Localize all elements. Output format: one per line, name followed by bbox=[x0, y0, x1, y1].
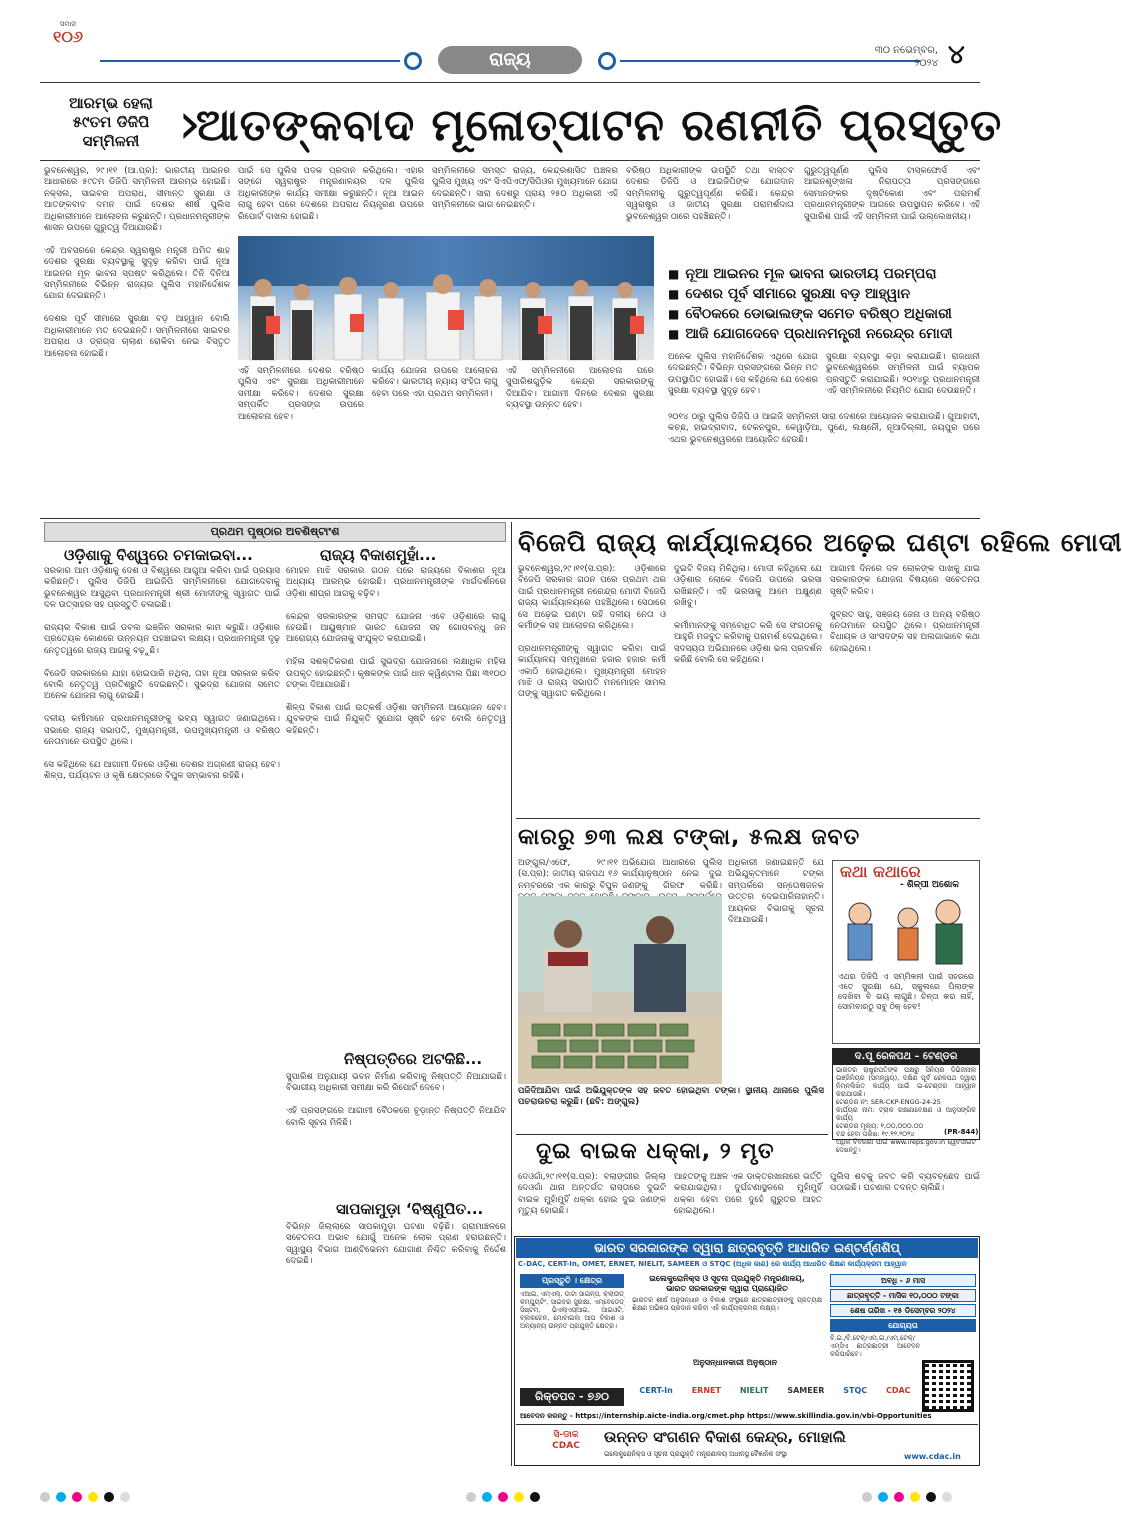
edition-top: ସମାଜ bbox=[59, 20, 77, 28]
lead-top-divider bbox=[40, 160, 980, 161]
rajya-title: ରାଜ୍ୟ ବିକାଶମୁହାଁ... bbox=[320, 546, 437, 564]
logo-ernet: ERNET bbox=[691, 1385, 721, 1395]
ad-right-row-2: ଛାତ୍ରବୃତ୍ତି - ମାସିକ ୧୦,୦୦୦ ଟଙ୍କା bbox=[830, 1289, 976, 1302]
cash-col-3: ଅଧିକାରୀ ଜଣାଇଛନ୍ତି ଯେ ଅଭିଯୁକ୍ତମାନେ ଟଙ୍କା ସମ୍ପର୍କରେ ସନ୍ତୋଷଜନକ ଉତ୍ତର ଦେଇପାରିନାହାନ୍ତି। ଆୟକର ବିଭାଗକୁ ସୂଚନା ଦିଆଯାଇଛି। bbox=[728, 858, 827, 926]
reg-dot-yellow bbox=[88, 1492, 98, 1502]
reg-dot-magenta-3 bbox=[894, 1492, 904, 1502]
continued-banner: ପ୍ରଥମ ପୃଷ୍ଠାର ଅବଶିଷ୍ଟାଂଶ bbox=[44, 522, 506, 542]
reg-dot-gray-2 bbox=[466, 1492, 476, 1502]
cash-col-1: ଅଙ୍ଗୁଲ/ଏଫେ, ୨୯।୧୧ (ସ.ପ୍ର): ଜାତୀୟ ରାଜପଥ ୧୬ ନମ୍ବରରେ ଏକ କାରରୁ ବିପୁଳ bbox=[518, 858, 618, 891]
lead-kicker: ଆରମ୍ଭ ହେଲା ୫୯ତମ ଡିଜିପି ସମ୍ମିଳନୀ bbox=[69, 94, 153, 150]
lead-lower-col-3: ଏହି ସମ୍ମିଳନୀରେ ଆଲୋଚନା ପରେ ସୁପାରିଶଗୁଡ଼ିକ କେନ୍ଦ୍ର ସରକାରଙ୍କୁ ଦିଆଯିବ। ଆଗାମୀ ଦିନରେ ଦେଶର ସୁରକ୍ଷା ବ୍ୟବସ୍ଥା ଉନ୍ନତ ହେବ। bbox=[506, 366, 657, 411]
ad-right-row-3: ଶେଷ ତାରିଖ - ୧୫ ଡିସେମ୍ବର ୨୦୨୪ bbox=[830, 1304, 976, 1317]
modi-col-2: ଦୁଇଟି ବିଜୟ ମିଳିଥିଲା। ମୋଦୀ କହିଥିଲେ ଯେ ଓଡ଼ିଶାର ଲୋକେ ବିଜେପି ଉପରେ ଭରସା ରଖିଛନ୍ତି। ଏହି ଭରସାକୁ ଆମେ ଅକ୍ଷୁଣ୍ଣ ରଖିବୁ। କର୍ମୀମାନଙ୍କୁ ସମ୍ବୋଧିତ କରି ସେ ସଂଗଠନକୁ ଆହୁରି ମଜବୁତ କରିବାକୁ ପରାମର୍ଶ ଦେଇଥିଲେ। ସଦସ୍ୟତା ଅଭିଯାନରେ ଓଡ଼ିଶା ଭଲ ପ୍ରଦର୍ଶନ କରିଛି ବୋଲି ସେ କହିଥିଲେ। bbox=[674, 564, 822, 666]
lead-col-5: ଗୁରୁତ୍ୱପୂର୍ଣ୍ଣ ପୁଲିସ ଟାସ୍କଫୋର୍ସ ଏବଂ ଆଇନଶୃଙ୍ଖଳା ନିରାପତ୍ତା ପ୍ରସଙ୍ଗରେ ସେମାନଙ୍କର ଦୃଷ୍ଟିକୋଣ ଏବଂ ପରାମର୍ଶ ପ୍ରଧାନମନ୍ତ୍ରୀଙ୍କ ଆଗରେ ଉପସ୍ଥାପନ କରିବେ। ଏହି ସୁପାରିଶ ପାଇଁ ଏହି ସମ୍ମିଳନୀ ପାଇଁ ଉଲ୍ଲେଖନୀୟ। bbox=[804, 166, 983, 222]
ad-left-body: ଏଆଇ, ଏମ୍‌ଏଲ୍, ଡାଟା ସାଇନ୍ସ, କ୍ଲାଉଡ୍ କମ୍ପ୍ୟୁଟିଂ, ସାଇବର ସୁରକ୍ଷା, ଏମ୍ବେଡେଡ୍ ସିଷ୍ଟମ, ଭିଏଲ୍‌ଏସ୍‌ଆଇ, ଆଇଓଟି, ବ୍ଲକଚେନ, ମୋବାଇଲ ଆପ ବିକାଶ ଓ ଅନ୍ୟାନ୍ୟ ଉନ୍ନତ ପ୍ରଯୁକ୍ତି କ୍ଷେତ୍ର। bbox=[520, 1290, 627, 1330]
lead-photo bbox=[238, 236, 654, 360]
ad-right-row-1: ଅବଧି - ୬ ମାସ bbox=[830, 1274, 976, 1287]
section-badge: ରାଜ୍ୟ bbox=[438, 46, 582, 74]
bike-col-3: ପୁଲିସ ଶବକୁ ଜବତ କରି ବ୍ୟବଚ୍ଛେଦ ପାଇଁ ପଠାଇଛି। ଘଟଣାର ତଦନ୍ତ ଚାଲିଛି। bbox=[830, 1172, 983, 1194]
masthead-line-left bbox=[100, 60, 400, 62]
logo-cdac: CDAC bbox=[885, 1385, 911, 1395]
ad-vacancy: ରିକ୍ତପଦ - ୭୬୦ bbox=[520, 1388, 624, 1406]
logo-cert-in: CERT-In bbox=[639, 1385, 673, 1395]
modi-col-1: ଭୁବନେଶ୍ୱର,୨୯।୧୧(ସ.ପ୍ର): ଓଡ଼ିଶାରେ ବିଜେପି ସରକାର ଗଠନ ପରେ ପ୍ରଥମ ଥର ପାଇଁ ପ୍ରଧାନମନ୍ତ୍ରୀ ନରେନ୍ଦ୍ର ମୋଦୀ ବିଜେପି ରାଜ୍ୟ କାର୍ଯ୍ୟାଳୟରେ ପହଞ୍ଚିଥିଲେ। ସେଠାରେ ସେ ଅଢ଼େଇ ଘଣ୍ଟା ରହି ଦଳୀୟ ନେତା ଓ କର୍ମୀଙ୍କ ସହ ଆଲୋଚନା କରିଥିଲେ। ପ୍ରଧାନମନ୍ତ୍ରୀଙ୍କୁ ସ୍ୱାଗତ କରିବା ପାଇଁ କାର୍ଯ୍ୟାଳୟ ସମ୍ମୁଖରେ ହଜାର ହଜାର କର୍ମୀ ଏକାଠି ହୋଇଥିଲେ। ମୁଖ୍ୟମନ୍ତ୍ରୀ ମୋହନ ମାଝି ଓ ରାଜ୍ୟ ସଭାପତି ମନମୋହନ ସାମଲ ତାଙ୍କୁ ସ୍ୱାଗତ କରିଥିଲେ। bbox=[518, 564, 666, 700]
ad-right-body: ବି.ଇ./ବି.ଟେକ୍/ଏମ୍.ଇ./ଏମ୍.ଟେକ୍/ଏମ୍‌ସିଏ ଛାତ୍ରଛାତ୍ରୀ ଆବେଦନ କରିପାରିବେ। bbox=[830, 1334, 923, 1358]
ad-logo-row bbox=[630, 1374, 920, 1406]
ad-org: ଉନ୍ନତ ସଂଗଣନ ବିକାଶ କେନ୍ଦ୍ର, ମୋହାଲି bbox=[604, 1428, 846, 1446]
lead-lower-col-1: ଏହି ସମ୍ମିଳନୀରେ ଦେଶର ବରିଷ୍ଠ ପୁଲିସ ଏବଂ ସୁରକ୍ଷା ଅଧିକାରୀମାନେ ସମୀକ୍ଷା କରିବେ। ଦେଶର ସୁରକ୍ଷା ସମ୍ପର୍କିତ ପ୍ରସଙ୍ଗ ଉପରେ ଆଲୋଚନା ହେବ। bbox=[238, 366, 367, 422]
lead-right-col-b: ସୁରକ୍ଷା ବ୍ୟବସ୍ଥା କଡ଼ା କରାଯାଇଛି। ରାଜଧାନୀ ଭୁବନେଶ୍ୱରରେ ସମ୍ମିଳନୀ ପାଇଁ ବ୍ୟାପକ ପ୍ରସ୍ତୁତି କରାଯାଇଛି। ୨୦୧୪ରୁ ପ୍ରଧାନମନ୍ତ୍ରୀ ଏହି ସମ୍ମିଳନୀରେ ନିୟମିତ ଯୋଗ ଦେଉଛନ୍ତି। bbox=[826, 352, 983, 397]
ad-left-head: ପ୍ରସ୍ତୁତି । କ୍ଷେତ୍ର bbox=[520, 1274, 624, 1288]
reg-dot-cyan bbox=[56, 1492, 66, 1502]
officials-figures bbox=[238, 266, 654, 360]
kicker-bracket: › bbox=[178, 89, 202, 157]
cartoon-illustration bbox=[836, 894, 976, 968]
sapa-col: ବିଭିନ୍ନ ଜିଲ୍ଲାରେ ସାପକାମୁଡ଼ା ଘଟଣା ବଢ଼ିଛି। ଗ୍ରାମାଞ୍ଚଳରେ ସଚେତନତା ଅଭାବ ଯୋଗୁଁ ଅନେକ ଲୋକ ପ୍ରାଣ ହରାଉଛନ୍ତି। ସ୍ୱାସ୍ଥ୍ୟ ବିଭାଗ ଆଣ୍ଟିଭେନମ ଯୋଗାଣ ନିଶ୍ଚିତ କରିବାକୁ ନିର୍ଦ୍ଦେଶ ଦେଇଛି। bbox=[286, 1222, 509, 1267]
rajya-col: ମୋହନ ମାଝି ସରକାର ଗଠନ ପରେ ରାଜ୍ୟରେ ବିକାଶର ନୂଆ ଅଧ୍ୟାୟ ଆରମ୍ଭ ହୋଇଛି। ପ୍ରଧାନମନ୍ତ୍ରୀଙ୍କ ମାର୍ଗଦର୍ଶନରେ ଓଡ଼ିଶା ଶୀଘ୍ର ଆଗକୁ ବଢ଼ିବ। କେନ୍ଦ୍ର ସରକାରଙ୍କ ସମସ୍ତ ଯୋଜନା ଏବେ ଓଡ଼ିଶାରେ ଲାଗୁ ହେଉଛି। ଆୟୁଷ୍ମାନ ଭାରତ ଯୋଜନା ସହ ଗୋପବନ୍ଧୁ ଜନ ଆରୋଗ୍ୟ ଯୋଜନାକୁ ସଂଯୁକ୍ତ କରାଯାଇଛି। ମହିଳା ସଶକ୍ତିକରଣ ପାଇଁ ସୁଭଦ୍ରା ଯୋଜନାରେ ଲକ୍ଷାଧିକ ମହିଳା ଉପକୃତ ହୋଇଛନ୍ତି। କୃଷକଙ୍କ ପାଇଁ ଧାନ କ୍ୱିଣ୍ଟାଲ ପିଛା ୩୧୦୦ ଟଙ୍କା ଦିଆଯାଉଛି। ଶିଳ୍ପ ବିକାଶ ପାଇଁ ଉତ୍କର୍ଷ ଓଡ଼ିଶା ସମ୍ମିଳନୀ ଆୟୋଜନ ହେବ। ଯୁବକଙ୍କ ପାଇଁ ନିଯୁକ୍ତି ସୁଯୋଗ ସୃଷ୍ଟି ହେବ ବୋଲି ନେତୃତ୍ୱ କହିଛନ୍ତି। bbox=[286, 566, 506, 736]
tender-title: ଦ.ପୂ ରେଳପଥ – ଟେଣ୍ଡର bbox=[833, 1049, 979, 1065]
footer-reg-left bbox=[40, 1490, 160, 1504]
reg-dot-magenta-2 bbox=[498, 1492, 508, 1502]
cash-headline: କାରରୁ ୭୩ ଲକ୍ଷ ଟଙ୍କା, ୫ଲକ୍ଷ ଜବତ bbox=[518, 825, 861, 850]
reg-dot-black bbox=[104, 1492, 114, 1502]
tender-body: ଭାରତର ରାଷ୍ଟ୍ରପତିଙ୍କ ପକ୍ଷରୁ ସିନିୟର ଡିଭିଜନାଲ ଇଞ୍ଜିନିୟର (ସମନ୍ୱୟ), ଦକ୍ଷିଣ ପୂର୍ବ ରେଳପଥ ଦ୍ୱାରା ନିମ୍ନଲିଖିତ କାର୍ଯ୍ୟ ପାଇଁ ଇ-ଟେଣ୍ଡର ଆହ୍ୱାନ କରାଯାଉଛି। ଟେଣ୍ଡର ନଂ: SER-CKP-ENGG-24-25 କାର୍ଯ୍ୟର ନାମ: ଟ୍ରାକ ରକ୍ଷଣାବେକ୍ଷଣ ଓ ଆନୁସଙ୍ଗିକ କାର୍ଯ୍ୟ ଟେଣ୍ଡର ମୂଲ୍ୟ: ୧,୦୦,୦୦୦.୦୦ ବନ୍ଦ ହେବା ତାରିଖ: ୧୯.୧୨.୨୦୨୪ ଅଧିକ ବିବରଣୀ ପାଇଁ www.ireps.gov.in ୱେବସାଇଟ ଦେଖନ୍ତୁ। bbox=[836, 1066, 976, 1154]
ad-sub: C-DAC, CERT-In, OMET, ERNET, NIELIT, SAMEER ଓ STQC (ଅଧିକ ଜାଣ) ରେ କାର୍ଯ୍ୟ ଆଧାରିତ ଶିକ୍ଷଣ କାର୍ଯ୍ୟକ୍ରମ ଆହ୍ୱାନ bbox=[518, 1260, 907, 1268]
accused-persons bbox=[518, 896, 722, 1084]
ad-brand: ସି-ଡାକ CDAC bbox=[552, 1430, 580, 1451]
reg-dot-yellow-2 bbox=[514, 1492, 524, 1502]
lead-bottom-divider bbox=[40, 518, 980, 519]
reg-dot-black-2 bbox=[530, 1492, 540, 1502]
odisha-title: ଓଡ଼ିଶାକୁ ବିଶ୍ୱରେ ଚମକାଇବା... bbox=[64, 546, 253, 564]
bike-col-2: ଆହତଙ୍କୁ ଅଞ୍ଚଳ ଏକ ଡାକ୍ତରଖାନାରେ ଭର୍ତ୍ତି କରାଯାଇଥିଲା। ଦୁର୍ଘଟଣାସ୍ଥଳରେ ମୁହାଁମୁହିଁ ଧକ୍କା ହେବା ପରେ ଦୁହେଁ ଗୁରୁତର ଆହତ ହୋଇଥିଲେ। bbox=[674, 1172, 825, 1217]
bike-top-divider bbox=[516, 1134, 828, 1135]
lead-bullet-3: ■ ବୈଠକରେ ଡୋଭାଲଙ୍କ ସମେତ ବରିଷ୍ଠ ଅଧିକାରୀ bbox=[668, 306, 952, 322]
cash-col-2: ଅଭିଯୋଗ ଆଧାରରେ ପୁଲିସ କାର୍ଯ୍ୟାନୁଷ୍ଠାନ ନେଇ ଦୁଇ ଜଣଙ୍କୁ ଗିରଫ କରିଛି। bbox=[622, 858, 722, 891]
cartoon-title: କଥା କଥାରେ bbox=[840, 862, 921, 881]
reg-dot-yellow-3 bbox=[910, 1492, 920, 1502]
page-number: ୪ bbox=[948, 40, 965, 70]
ad-banner: ଭାରତ ସରକାରଙ୍କ ଦ୍ୱାରା ଛାତ୍ରବୃତ୍ତି ଆଧାରିତ ଇଣ୍ଟର୍ଣ୍ଣଶିପ୍ bbox=[516, 1238, 978, 1258]
bike-headline: ଦୁଇ ବାଇକ ଧକ୍କା, ୨ ମୃତ bbox=[536, 1139, 775, 1164]
masthead-divider bbox=[40, 82, 980, 83]
reg-dot-light-3 bbox=[942, 1492, 952, 1502]
reg-dot-gray bbox=[40, 1492, 50, 1502]
odisha-col: ସରକାର ଆମ ଓଡ଼ିଶାକୁ ଦେଶ ଓ ବିଶ୍ୱରେ ଆଗୁଆ କରିବା ପାଇଁ ପ୍ରୟାସ କରିଛନ୍ତି। ପୁଲିସ ଡିଜିପି ଆଇଜିପି ସମ୍ମିଳନୀରେ ଯୋଗଦେବାକୁ ଭୁବନେଶ୍ୱର ଆସୁଥିବା ପ୍ରଧାନମନ୍ତ୍ରୀ ଶ୍ରୀ ମୋଦୀଙ୍କୁ ସ୍ୱାଗତ ପାଇଁ ଦଳ ଉତ୍ସାହର ସହ ପ୍ରସ୍ତୁତି ଚଳାଇଛି। ରାଜ୍ୟର ବିକାଶ ପାଇଁ ଡବଲ ଇଞ୍ଜିନ ସରକାର କାମ କରୁଛି। ଓଡ଼ିଶାର ପ୍ରତ୍ୟେକ କୋଣରେ ଉନ୍ନୟନ ପହଞ୍ଚାଇବା ଲକ୍ଷ୍ୟ। ପ୍ରଧାନମନ୍ତ୍ରୀ ଦୃଢ଼ ନେତୃତ୍ୱରେ ରାଜ୍ୟ ଆଗକୁ ବଢ଼ୁଛି। ବିଜେଡି ସରକାରରେ ଯାହା ହୋଇପାରି ନଥିଲା, ତାହା ନୂଆ ସରକାର କରିବ ବୋଲି ନେତୃତ୍ୱ ପ୍ରତିଶ୍ରୁତି ଦେଇଛନ୍ତି। ସୁଭଦ୍ରା ଯୋଜନା ସମେତ ଅନେକ ଯୋଜନା ଲାଗୁ ହୋଇଛି। ଦଳୀୟ କର୍ମୀମାନେ ପ୍ରଧାନମନ୍ତ୍ରୀଙ୍କୁ ଭବ୍ୟ ସ୍ୱାଗତ ଜଣାଇଥିଲେ। ସଭାରେ ରାଜ୍ୟ ସଭାପତି, ମୁଖ୍ୟମନ୍ତ୍ରୀ, ଉପମୁଖ୍ୟମନ୍ତ୍ରୀ ଓ ବରିଷ୍ଠ ନେତାମାନେ ଉପସ୍ଥିତ ଥିଲେ। ସେ କହିଥିଲେ ଯେ ଆଗାମୀ ଦିନରେ ଓଡ଼ିଶା ଦେଶର ଅଗ୍ରଣୀ ରାଜ୍ୟ ହେବ। ଶିଳ୍ପ, ପର୍ଯ୍ୟଟନ ଓ କୃଷି କ୍ଷେତ୍ରରେ ବିପୁଳ ସମ୍ଭାବନା ରହିଛି। bbox=[44, 566, 280, 782]
reg-dot-magenta bbox=[72, 1492, 82, 1502]
lead-bullet-4: ■ ଆଜି ଯୋଗଦେବେ ପ୍ରଧାନମନ୍ତ୍ରୀ ନରେନ୍ଦ୍ର ମୋଦୀ bbox=[668, 326, 953, 342]
lead-lower-col-4: ୨୦୧୪ ଠାରୁ ପୁଲିସ ଡିଜିପି ଓ ଆଇଜି ସମ୍ମିଳନୀ ସାରା ଦେଶରେ ଆୟୋଜନ କରାଯାଉଛି। ଗୁଆହାଟୀ, କଚ୍ଛ, ହାଇଦ୍ରାବାଦ, ଟେକନପୁର, କେୱାଡ଼ିଆ, ପୁଣେ, ଲକ୍ଷ୍ନୌ, ନୂଆଦିଲ୍ଲୀ, ଜୟପୁର ପରେ ଏଥର ଭୁବନେଶ୍ୱରରେ ଆୟୋଜିତ ହେଉଛି। bbox=[668, 412, 983, 445]
lead-bullet-1: ■ ନୂଆ ଆଇନର ମୂଳ ଭାବନା ଭାରତୀୟ ପରମ୍ପରା bbox=[668, 266, 937, 282]
reg-dot-gray-3 bbox=[862, 1492, 872, 1502]
cartoon-speech: ଏଥର ଡିଜିପି ଏ ସମ୍ମିଳନୀ ପାଇଁ ସହରରେ ଏତେ ସୁରକ୍ଷା ଯେ, ସ୍କୁଲରେ ପିଲାଙ୍କ ଦେଖିବା ବି ଭୟ ଲାଗୁଛି। ଚିନ୍ତା କର ନାହିଁ, ସୋମବାରଠୁ ସବୁ ଠିକ୍ ହେବ! bbox=[838, 972, 977, 1011]
modi-bottom-divider bbox=[516, 818, 980, 819]
reg-mark-right bbox=[598, 52, 616, 70]
ad-apply-link[interactable]: ଆବେଦନ କରନ୍ତୁ - https://internship.aicte-india.org/cmet.php https://www.skillindia.gov.in/vbi-Opportunities bbox=[520, 1412, 932, 1420]
ad-web[interactable]: www.cdac.in bbox=[904, 1452, 961, 1461]
cash-caption: ପଜିଦିଆଯିବା ପାଇଁ ଅଭିଯୁକ୍ତଙ୍କ ସହ ଜବତ ହୋଇଥିବା ଟଙ୍କା। ସ୍ଥାନୀୟ ଥାନାରେ ପୁଲିସ ପଚରାଉଚରା କରୁଛି। (ଛବି: ଅଙ୍ଗୁଲ) bbox=[518, 1086, 827, 1108]
ad-mid-body: ଭାରତର ଶୀର୍ଷ ଅନୁସନ୍ଧାନ ଓ ବିକାଶ ସଂସ୍ଥାରେ ଛାତ୍ରଛାତ୍ରୀଙ୍କୁ ପ୍ରତ୍ୟକ୍ଷ ଶିକ୍ଷଣ ଅଭିଜ୍ଞତା ପ୍ରଦାନ କରିବା ଏହି କାର୍ଯ୍ୟକ୍ରମର ଲକ୍ଷ୍ୟ। bbox=[632, 1296, 825, 1312]
lead-col-2: ପାଇଁ ସେ ପୁଲିସ ପଦକ ପ୍ରଦାନ କରିଥିଲେ। ଏହାର ସଙ୍ଗେ ସ୍ୱରାଷ୍ଟ୍ର ମନ୍ତ୍ରଣାଳୟର ଦଳ ପୁଲିସ ଅଧିକାରୀଙ୍କ କାର୍ଯ୍ୟ ସମୀକ୍ଷା କରୁଛନ୍ତି। ନୂଆ ଆଇନ ଲାଗୁ ହେବା ପରେ ଦେଶରେ ଅପରାଧ ନିୟନ୍ତ୍ରଣ ଉପରେ ରିପୋର୍ଟ ଦାଖଲ ହୋଇଛି। bbox=[238, 166, 427, 222]
lead-col-3: ସମ୍ମିଳନୀରେ ସମସ୍ତ ରାଜ୍ୟ, କେନ୍ଦ୍ରଶାସିତ ଅଞ୍ଚଳର ପୁଲିସ ମୁଖ୍ୟ ଏବଂ ସିଏପିଏଫ୍/ସିପିଓର ମୁଖ୍ୟମାନେ ଯୋଗ ଦେଇଛନ୍ତି। ସାରା ଦେଶରୁ ପ୍ରାୟ ୨୫୦ ଅଧିକାରୀ ଏହି ସମ୍ମିଳନୀରେ ଭାଗ ନେଇଛନ୍ତି। bbox=[432, 166, 621, 211]
edition-logo bbox=[44, 20, 92, 50]
reg-dot-cyan-3 bbox=[878, 1492, 888, 1502]
issue-date: ୩୦ ନଭେମ୍ବର, ୨୦୨୪ bbox=[874, 45, 938, 69]
cash-photo bbox=[518, 896, 722, 1084]
lead-col-4: ବରିଷ୍ଠ ଅଧିକାରୀଙ୍କ ଉପସ୍ଥିତି ତଥା ବାସ୍ତବ ଦେଶର ଡିଜିପି ଓ ଆଇଜିପିଙ୍କ ଯୋଗଦାନ ସମ୍ମିଳନୀକୁ ଗୁରୁତ୍ୱପୂର୍ଣ୍ଣ କରିଛି। କେନ୍ଦ୍ର ସ୍ୱରାଷ୍ଟ୍ର ଓ ଜାତୀୟ ସୁରକ୍ଷା ପରାମର୍ଶଦାତା ଭୁବନେଶ୍ୱର ଠାରେ ପହଞ୍ଚିଛନ୍ତି। bbox=[626, 166, 797, 222]
logo-stqc: STQC bbox=[843, 1385, 868, 1395]
footer-reg-right bbox=[862, 1490, 982, 1504]
cartoon-credit: - ଶିଳ୍ପୀ ଅଶୋକ bbox=[900, 880, 959, 890]
ad-footer-divider bbox=[516, 1424, 978, 1425]
reg-dot-light bbox=[120, 1492, 130, 1502]
ad-anusandhan: ଅନୁସନ୍ଧାନକାରୀ ଅନୁଷ୍ଠାନ bbox=[692, 1358, 778, 1367]
left-column-divider bbox=[511, 522, 512, 1466]
tender-code: (PR-844) bbox=[944, 1128, 979, 1136]
edition-number: ୧୦୬ bbox=[53, 27, 83, 46]
qr-overlay bbox=[925, 1363, 971, 1409]
ad-mid-head: ଇଲେକ୍ଟ୍ରୋନିକ୍ସ ଓ ସୂଚନା ପ୍ରଯୁକ୍ତି ମନ୍ତ୍ରଣାଳୟ, ଭାରତ ସରକାରଙ୍କ ଦ୍ୱାରା ପ୍ରାୟୋଜିତ bbox=[649, 1274, 805, 1293]
lead-headline: ଆତଙ୍କବାଦ ମୂଳୋତ୍ପାଟନ ରଣନୀତି ପ୍ରସ୍ତୁତ bbox=[196, 100, 1003, 151]
nishpatti-col: ସୁପାରିଶ ଅନୁଯାୟୀ ଭବନ ନିର୍ମାଣ କରିବାକୁ ନିଷ୍ପତ୍ତି ନିଆଯାଇଛି। ବିଭାଗୀୟ ଅଧିକାରୀ ସମୀକ୍ଷା କରି ରିପୋର୍ଟ ଦେବେ। ଏହି ପ୍ରସଙ୍ଗରେ ଆଗାମୀ ବୈଠକରେ ଚୂଡ଼ାନ୍ତ ନିଷ୍ପତ୍ତି ନିଆଯିବ ବୋଲି ସୂଚନା ମିଳିଛି। bbox=[286, 1072, 506, 1128]
lead-col-1: ଭୁବନେଶ୍ୱର, ୨୯।୧୧ (ଆ.ପ୍ର): ଭାରତୀୟ ଆଇନର ଆଧାରରେ ୫୯ତମ ଡିଜିପି ସମ୍ମିଳନୀ ଆରମ୍ଭ ହୋଇଛି। ନକ୍ସଲ, ସାଇବର ଅପରାଧ, ସୀମାନ୍ତ ସୁରକ୍ଷା ଓ ଆତଙ୍କବାଦ ଦମନ ପାଇଁ ଦେଶର ଶୀର୍ଷ ପୁଲିସ ଅଧିକାରୀମାନେ ଆଲୋଚନା କରୁଛନ୍ତି। ପ୍ରଧାନମନ୍ତ୍ରୀଙ୍କ ଶାସନ ଉପରେ ଗୁରୁତ୍ୱ ଦିଆଯାଉଛି। ଏହି ଅବସରରେ କେନ୍ଦ୍ର ସ୍ୱରାଷ୍ଟ୍ର ମନ୍ତ୍ରୀ ଅମିତ ଶାହ ଦେଶର ସୁରକ୍ଷା ବ୍ୟବସ୍ଥାକୁ ସୁଦୃଢ଼ କରିବା ପାଇଁ ନୂଆ ଆଇନର ମୂଳ ଭାବନା ସ୍ପଷ୍ଟ କରିଥିଲେ। ତିନି ଦିନିଆ ସମ୍ମିଳନୀରେ ବିଭିନ୍ନ ରାଜ୍ୟର ପୁଲିସ ମହାନିର୍ଦ୍ଦେଶକ ଯୋଗ ଦେଇଛନ୍ତି। ଦେଶର ପୂର୍ବ ସୀମାରେ ସୁରକ୍ଷା ବଡ଼ ଆହ୍ୱାନ ବୋଲି ଅଧିକାରୀମାନେ ମତ ଦେଇଛନ୍ତି। ସମ୍ମିଳନୀରେ ସାଇବର ଅପରାଧ ଓ ଡ୍ରଗ୍ସ ଚାଲାଣ ରୋକିବା ନେଇ ବିସ୍ତୃତ ଆଲୋଚନା ହୋଇଛି। bbox=[44, 166, 230, 359]
bike-col-1: ଦେଓଗାଁ,୨୯।୧୧(ସ.ପ୍ର): ବଲାଙ୍ଗୀର ଜିଲ୍ଲା ଦେଓଗାଁ ଥାନା ଅନ୍ତର୍ଗତ ରାସ୍ତାରେ ଦୁଇଟି ବାଇକ ମୁହାଁମୁହିଁ ଧକ୍କା ହୋଇ ଦୁଇ ଜଣଙ୍କ ମୃତ୍ୟୁ ହୋଇଛି। bbox=[518, 1172, 669, 1217]
logo-nielit: NIELIT bbox=[739, 1385, 769, 1395]
ad-qr-code[interactable] bbox=[922, 1360, 974, 1412]
logo-sameer: SAMEER bbox=[787, 1385, 825, 1395]
footer-reg-center bbox=[466, 1490, 556, 1504]
ad-org-sub: ଇଲେକ୍ଟ୍ରୋନିକ୍ସ ଓ ସୂଚନା ପ୍ରଯୁକ୍ତି ମନ୍ତ୍ରଣାଳୟ ଅଧୀନସ୍ଥ ବୈଜ୍ଞାନିକ ସଂସ୍ଥା bbox=[604, 1450, 788, 1458]
lead-lower-col-2: କାର୍ଯ୍ୟ ଯୋଜନା ଉପରେ ଆଲୋଚନା କରିବେ। ଭାରତୀୟ ନ୍ୟାୟ ସଂହିତା ଲାଗୁ ହେବା ପରେ ଏହା ପ୍ରଥମ ସମ୍ମିଳନୀ। bbox=[372, 366, 501, 399]
sapa-title: ସାପକାମୁଡ଼ା ‘ବିଷ୍ଣୁପିତ... bbox=[336, 1200, 484, 1218]
lead-right-col-a: ଅନେକ ପୁଲିସ ମହାନିର୍ଦ୍ଦେଶକ ଏଥିରେ ଯୋଗ ଦେଇଛନ୍ତି। ବିଭିନ୍ନ ପ୍ରସଙ୍ଗରେ ଭିନ୍ନ ମତ ଉପସ୍ଥାପିତ ହୋଇଛି। ସେ କହିଥିଲେ ଯେ ଦେଶର ସୁରକ୍ଷା ବ୍ୟବସ୍ଥା ସୁଦୃଢ଼ ହେବ। bbox=[668, 352, 821, 397]
reg-dot-cyan-2 bbox=[482, 1492, 492, 1502]
ad-right-row-4: ଯୋଗ୍ୟତା bbox=[830, 1319, 976, 1332]
reg-mark-left bbox=[404, 52, 422, 70]
masthead bbox=[0, 0, 1020, 88]
lead-bullet-2: ■ ଦେଶର ପୂର୍ବ ସୀମାରେ ସୁରକ୍ଷା ବଡ଼ ଆହ୍ୱାନ bbox=[668, 286, 910, 302]
modi-headline: ବିଜେପି ରାଜ୍ୟ କାର୍ଯ୍ୟାଳୟରେ ଅଢ଼େଇ ଘଣ୍ଟା ରହିଲେ ମୋଦୀ bbox=[518, 528, 1122, 557]
modi-col-3: ଆଗାମୀ ଦିନରେ ଦଳ ଲୋକଙ୍କ ପାଖକୁ ଯାଇ ସରକାରଙ୍କ ଯୋଜନା ବିଷୟରେ ସଚେତନତା ସୃଷ୍ଟି କରିବ। ସୁବ୍ରତ ସାହୁ, ସଞ୍ଜୟ ଜେନା ଓ ଅନ୍ୟ ବରିଷ୍ଠ ନେତାମାନେ ଉପସ୍ଥିତ ଥିଲେ। ପ୍ରଧାନମନ୍ତ୍ରୀ ବିଧାୟକ ଓ ସାଂସଦଙ୍କ ସହ ଅଲଗାଭାବେ କଥା ହୋଇଥିଲେ। bbox=[830, 564, 980, 654]
reg-dot-black-3 bbox=[926, 1492, 936, 1502]
nishpatti-title: ନିଷ୍ପତ୍ତିରେ ଅଟକିଛି... bbox=[344, 1050, 483, 1068]
